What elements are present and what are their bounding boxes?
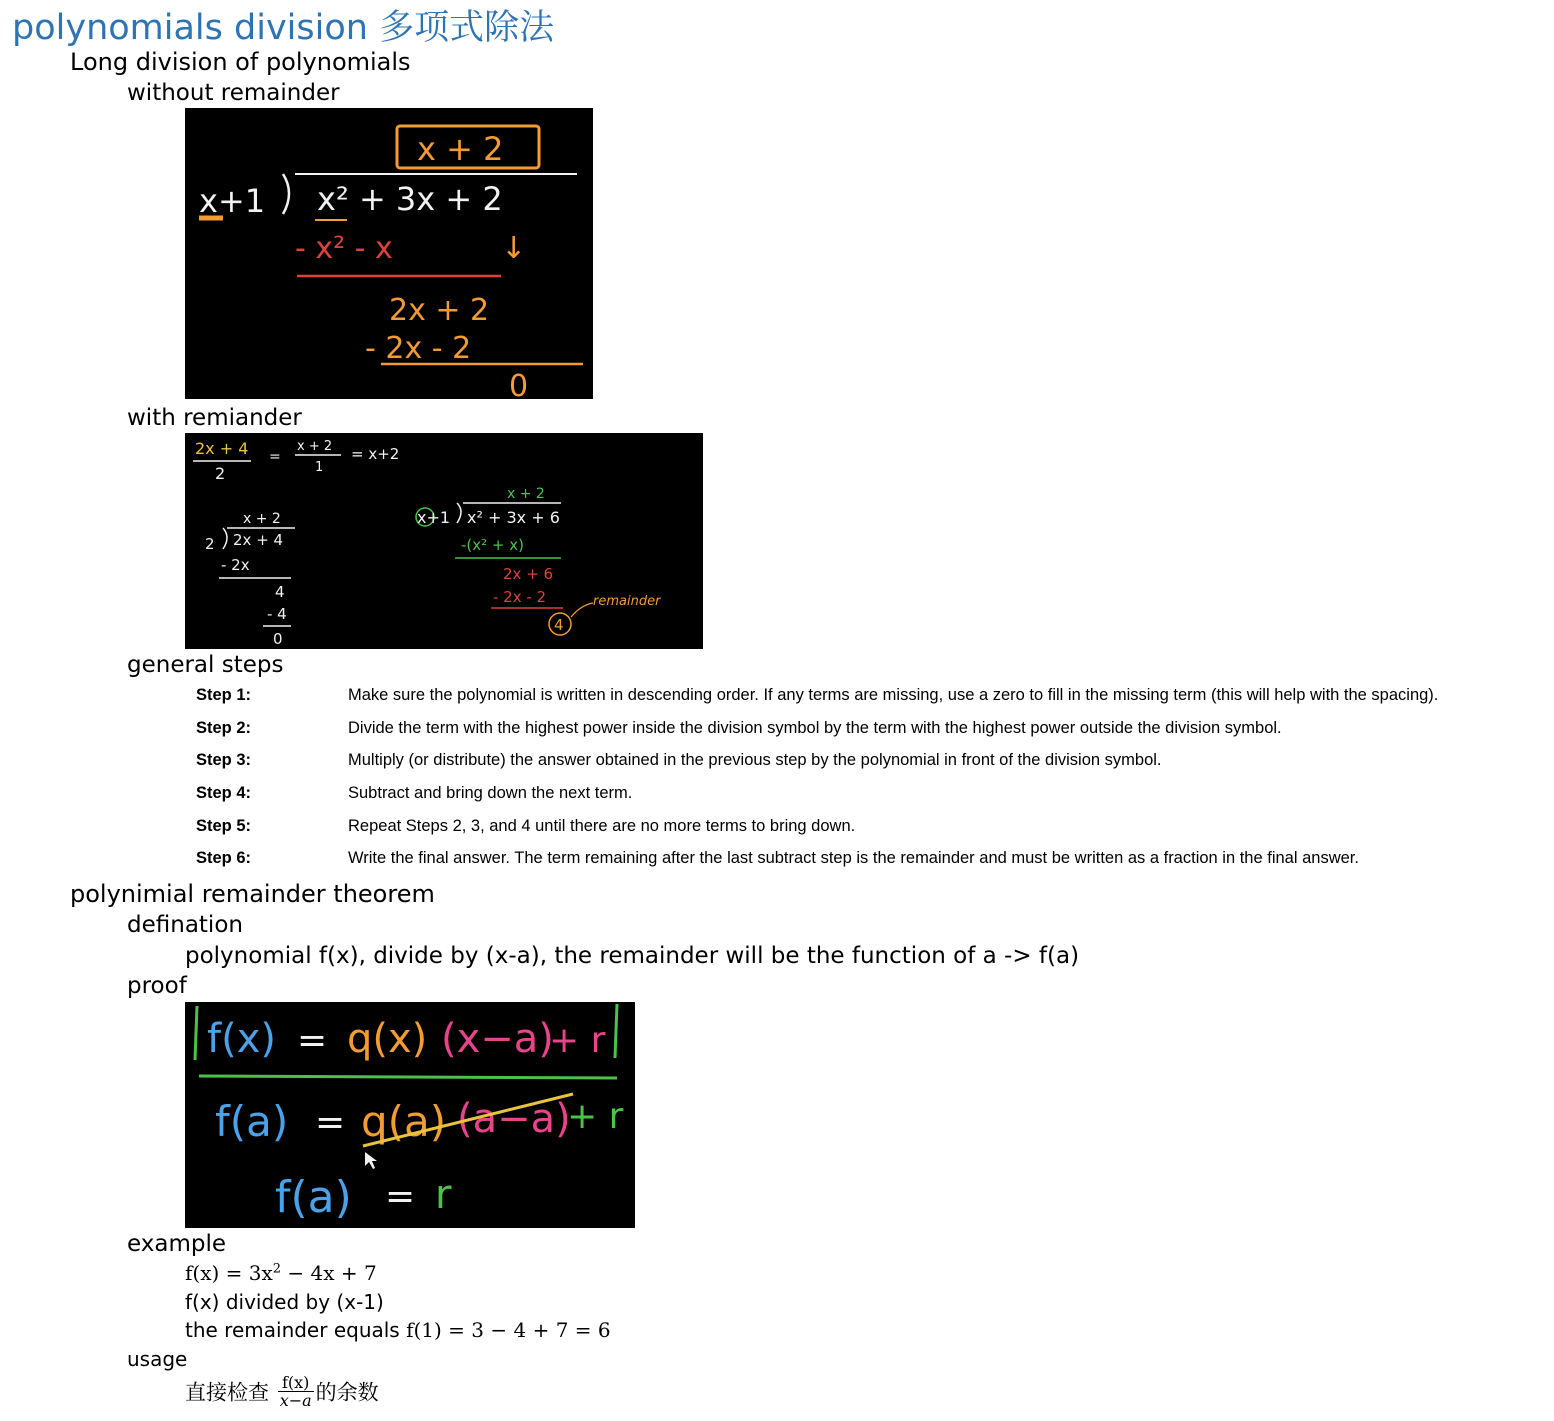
step-label: Step 5: bbox=[196, 817, 252, 835]
step-text: Write the final answer. The term remaining after the last subtract step is the remainder and must be written as a fraction in the final answer. bbox=[348, 849, 1359, 867]
example-remainder: the remainder equals f(1) = 3 − 4 + 7 = 6 bbox=[185, 1318, 611, 1342]
right-quotient: x + 2 bbox=[507, 486, 545, 502]
proof-line1-eq: = bbox=[297, 1020, 328, 1061]
left-subtract-1: - 2x bbox=[221, 556, 250, 574]
remainder-row-2: 2x + 2 bbox=[389, 293, 490, 328]
proof-line2-aa: (a−a) bbox=[457, 1096, 571, 1142]
usage-label: usage bbox=[127, 1347, 188, 1371]
final-remainder: 0 bbox=[509, 369, 529, 399]
proof-board bbox=[185, 1002, 635, 1228]
with-remainder-label: with remiander bbox=[127, 405, 302, 431]
step-label: Step 2: bbox=[196, 719, 252, 737]
eq-numerator-1: 2x + 4 bbox=[195, 439, 249, 458]
proof-line3-r: r bbox=[435, 1172, 452, 1218]
right-subtract-1: -(x² + x) bbox=[461, 536, 524, 554]
eq-denominator-2: 1 bbox=[315, 460, 324, 475]
example-label: example bbox=[127, 1231, 226, 1257]
without-remainder-board bbox=[185, 108, 593, 399]
proof-label: proof bbox=[127, 973, 187, 999]
right-subtract-2: - 2x - 2 bbox=[493, 588, 547, 606]
proof-line2-eq: = bbox=[315, 1102, 346, 1143]
without-remainder-label: without remainder bbox=[127, 80, 340, 106]
step-label: Step 6: bbox=[196, 849, 252, 867]
example-function: $f(x) = 3x^2 - 4x + 7$ bbox=[185, 1261, 377, 1285]
left-dividend: 2x + 4 bbox=[233, 531, 284, 549]
example-divided: f(x) divided by (x-1) bbox=[185, 1290, 384, 1314]
left-row-2: 4 bbox=[275, 583, 285, 601]
definition-label: defination bbox=[127, 912, 243, 938]
proof-line2-q: q(a) bbox=[361, 1097, 447, 1146]
with-remainder-board bbox=[185, 433, 703, 649]
dividend: x² + 3x + 2 bbox=[317, 180, 503, 218]
eq-equals-1: = bbox=[269, 449, 281, 465]
remainder-note: remainder bbox=[593, 594, 661, 609]
right-dividend: x² + 3x + 6 bbox=[467, 508, 560, 527]
division-bracket bbox=[283, 174, 289, 214]
proof-line1-f: f(x) bbox=[207, 1016, 276, 1062]
bring-down-arrow: ↓ bbox=[501, 231, 527, 266]
step-label: Step 4: bbox=[196, 784, 252, 802]
usage-fraction: $\frac{f(x)}{x-a}$ bbox=[279, 1373, 312, 1410]
divisor: x+1 bbox=[199, 182, 266, 220]
eq-denominator-1: 2 bbox=[215, 464, 226, 483]
proof-line3-f: f(a) bbox=[275, 1172, 352, 1223]
step-label: Step 3: bbox=[196, 751, 252, 769]
proof-line1-q: q(x) bbox=[347, 1016, 428, 1062]
cursor-icon bbox=[365, 1152, 377, 1169]
page-title: polynomials division 多项式除法 bbox=[12, 8, 555, 48]
eq-result: = x+2 bbox=[351, 445, 400, 463]
proof-line2-f: f(a) bbox=[215, 1097, 289, 1146]
remainder-theorem-heading: polynimial remainder theorem bbox=[70, 880, 435, 908]
subtract-2: - 2x - 2 bbox=[365, 331, 472, 366]
proof-line1-xa: (x−a) bbox=[441, 1016, 554, 1062]
step-text: Repeat Steps 2, 3, and 4 until there are no more terms to bring down. bbox=[348, 817, 856, 835]
proof-line2-r: + r bbox=[567, 1096, 624, 1137]
general-steps-label: general steps bbox=[127, 652, 284, 678]
step-text: Subtract and bring down the next term. bbox=[348, 784, 633, 802]
proof-line1-r: + r bbox=[549, 1020, 606, 1061]
eq-numerator-2: x + 2 bbox=[297, 439, 333, 454]
left-result: 0 bbox=[273, 630, 283, 648]
step-label: Step 1: bbox=[196, 686, 252, 704]
proof-line3-eq: = bbox=[385, 1176, 416, 1217]
quotient: x + 2 bbox=[417, 130, 504, 168]
step-text: Make sure the polynomial is written in descending order. If any terms are missing, use a zero to fill in the missing term (this will help with the spacing). bbox=[348, 686, 1439, 704]
left-subtract-2: - 4 bbox=[267, 605, 287, 623]
definition-text: polynomial f(x), divide by (x-a), the remainder will be the function of a -> f(a) bbox=[185, 943, 1080, 969]
long-division-heading: Long division of polynomials bbox=[70, 48, 411, 76]
left-quotient: x + 2 bbox=[243, 511, 281, 527]
subtract-1: - x² - x bbox=[295, 231, 393, 266]
step-text: Divide the term with the highest power inside the division symbol by the term with the highest power outside the division symbol. bbox=[348, 719, 1282, 737]
right-divisor: x+1 bbox=[417, 508, 451, 527]
right-result: 4 bbox=[554, 616, 564, 634]
usage-text: 直接检查 $\frac{f(x)}{x-a}$ 的余数 bbox=[185, 1373, 379, 1410]
step-text: Multiply (or distribute) the answer obtained in the previous step by the polynomial in front of the division symbol. bbox=[348, 751, 1162, 769]
left-divisor: 2 bbox=[205, 535, 215, 553]
right-row-2: 2x + 6 bbox=[503, 565, 554, 583]
